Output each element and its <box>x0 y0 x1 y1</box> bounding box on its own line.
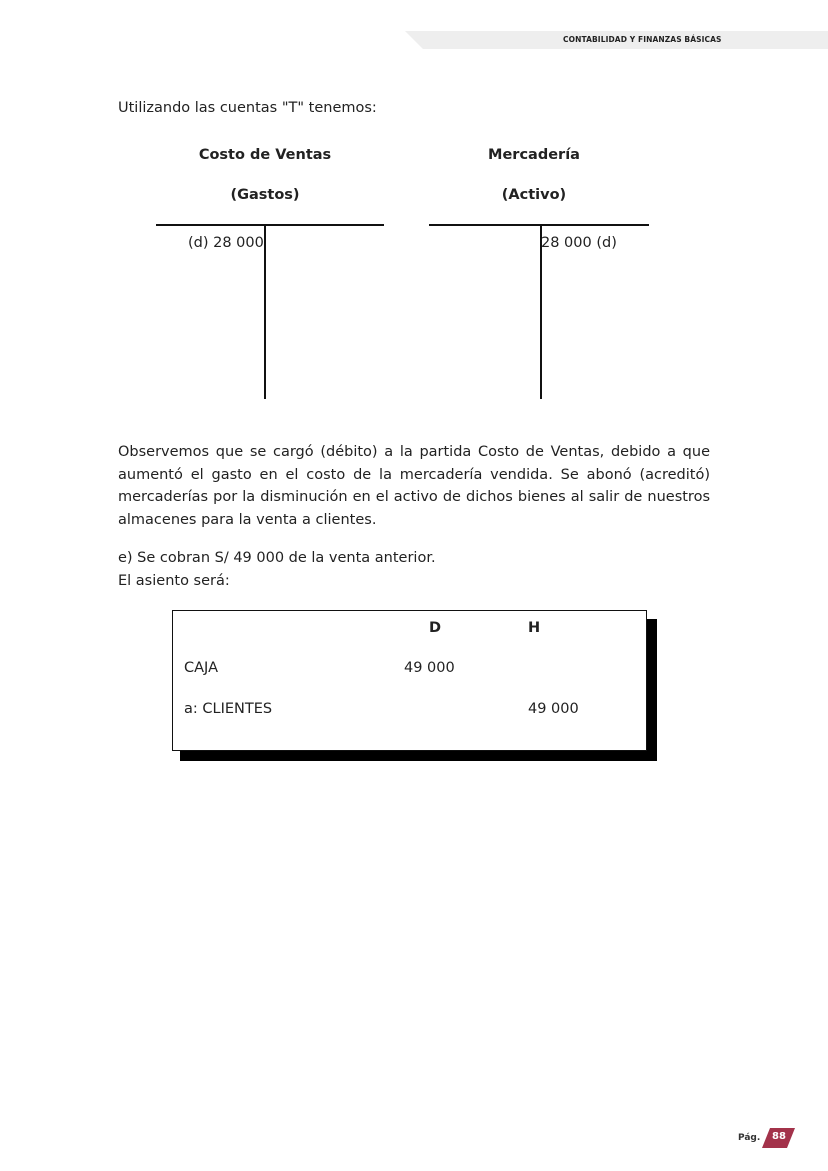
t-account-1-entry: (d) 28 000 <box>188 235 264 251</box>
t-account-1-type: (Gastos) <box>230 187 300 203</box>
journal-entry-box <box>172 610 647 751</box>
t-account-2-entry: 28 000 (d) <box>541 235 617 251</box>
header-title: CONTABILIDAD Y FINANZAS BÁSICAS <box>563 35 722 44</box>
page-number: 88 <box>772 1131 786 1142</box>
journal-row-2-credit: 49 000 <box>528 701 579 717</box>
asiento-label: El asiento será: <box>118 573 230 589</box>
explanation-paragraph: Observemos que se cargó (débito) a la partida Costo de Ventas, debido a que aumentó el gasto en el costo de la mercadería vendida. Se abonó (acreditó) mercaderías por la disminución en el activo de dichos bienes al salir de nuestros almacenes para la venta a clientes. <box>118 444 710 528</box>
intro-text: Utilizando las cuentas "T" tenemos: <box>118 100 377 116</box>
debit-header: D <box>429 620 442 636</box>
page-label: Pág. <box>738 1133 761 1143</box>
t-account-2-vline <box>540 225 542 399</box>
item-e: e) Se cobran S/ 49 000 de la venta anterior. <box>118 550 436 566</box>
credit-header: H <box>528 620 541 636</box>
t-account-2-name: Mercadería <box>488 147 580 163</box>
journal-row-1-account: CAJA <box>184 660 218 676</box>
t-account-2-type: (Activo) <box>501 187 567 203</box>
t-account-2-hline <box>429 224 649 226</box>
journal-row-2-account: a: CLIENTES <box>184 701 273 717</box>
t-account-1-name: Costo de Ventas <box>198 147 332 163</box>
t-account-1-hline <box>156 224 384 226</box>
t-account-1-vline <box>264 225 266 399</box>
journal-row-1-debit: 49 000 <box>404 660 455 676</box>
